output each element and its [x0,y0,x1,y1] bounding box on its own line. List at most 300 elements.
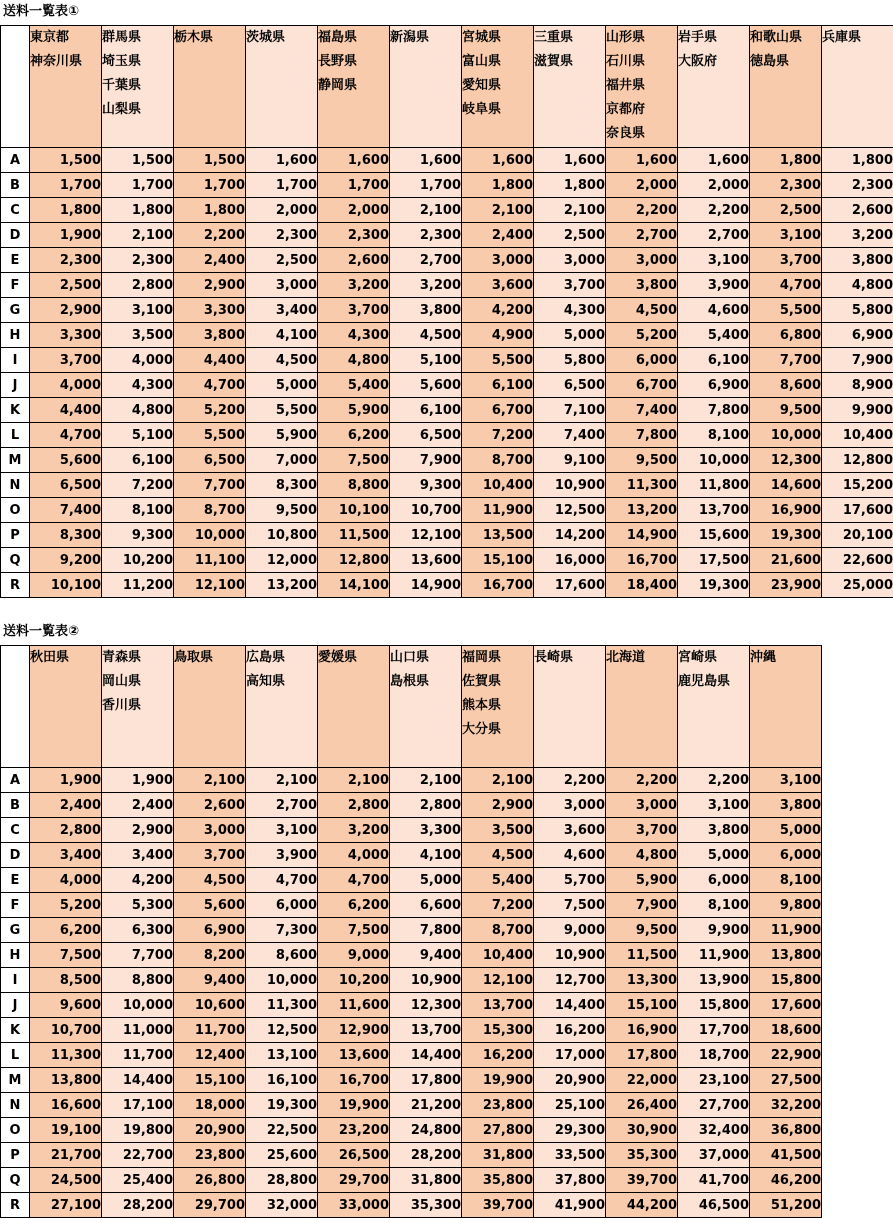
rate-cell: 8,200 [174,943,246,968]
rate-cell: 11,500 [318,523,390,548]
header-row [1,26,893,148]
table-row [1,273,893,298]
rate-cell: 5,900 [318,398,390,423]
rate-cell: 6,700 [462,398,534,423]
rate-cell: 6,200 [30,918,102,943]
rate-cell: 1,800 [534,173,606,198]
rate-cell: 4,000 [102,348,174,373]
rate-cell: 33,500 [534,1143,606,1168]
rate-cell: 25,600 [246,1143,318,1168]
rate-cell: 3,300 [30,323,102,348]
rate-cell: 15,300 [462,1018,534,1043]
rate-cell: 2,000 [246,198,318,223]
rate-cell: 15,800 [678,993,750,1018]
rate-cell: 4,000 [318,843,390,868]
rate-cell: 7,500 [534,893,606,918]
rate-cell: 17,600 [822,498,893,523]
rate-cell: 13,700 [390,1018,462,1043]
rate-cell: 10,100 [318,498,390,523]
rate-cell: 17,700 [678,1018,750,1043]
size-label: R [1,573,30,598]
rate-cell: 3,800 [750,793,822,818]
rate-cell: 6,600 [390,893,462,918]
rate-cell: 18,000 [174,1093,246,1118]
prefecture-name: 秋田県 [30,646,101,670]
rate-cell: 44,200 [606,1193,678,1218]
rate-cell: 19,900 [462,1068,534,1093]
rate-cell: 26,800 [174,1168,246,1193]
rate-cell: 2,200 [606,198,678,223]
rate-cell: 28,800 [246,1168,318,1193]
rate-cell: 27,500 [750,1068,822,1093]
rate-cell: 2,800 [390,793,462,818]
size-label: P [1,1143,30,1168]
prefecture-name: 広島県 [246,646,317,670]
table-row [1,918,822,943]
rate-cell: 2,200 [678,198,750,223]
rate-cell: 3,700 [534,273,606,298]
rate-cell: 19,300 [750,523,822,548]
rate-cell: 9,500 [606,448,678,473]
rate-cell: 2,400 [30,793,102,818]
rate-cell: 5,900 [606,868,678,893]
size-label: L [1,423,30,448]
rate-cell: 41,500 [750,1143,822,1168]
size-label: F [1,273,30,298]
rate-cell: 2,100 [534,198,606,223]
prefecture-name: 長野県 [318,50,389,74]
size-label: F [1,893,30,918]
table-row [1,298,893,323]
rate-cell: 35,300 [390,1193,462,1218]
rate-cell: 8,600 [246,943,318,968]
rate-cell: 4,600 [534,843,606,868]
rate-cell: 13,500 [462,523,534,548]
rate-cell: 1,800 [30,198,102,223]
rate-cell: 17,100 [102,1093,174,1118]
rate-cell: 31,800 [390,1168,462,1193]
rate-cell: 11,800 [678,473,750,498]
region-header [534,26,606,148]
rate-cell: 2,400 [462,223,534,248]
size-label: K [1,1018,30,1043]
rate-cell: 11,900 [462,498,534,523]
header-row [1,646,822,768]
region-header [462,646,534,768]
table-row [1,223,893,248]
table-row [1,198,893,223]
prefecture-name: 千葉県 [102,74,173,98]
prefecture-name: 滋賀県 [534,50,605,74]
rate-cell: 13,200 [606,498,678,523]
rate-cell: 11,900 [678,943,750,968]
rate-cell: 4,300 [318,323,390,348]
rate-cell: 17,800 [390,1068,462,1093]
rate-cell: 19,800 [102,1118,174,1143]
prefecture-name: 静岡県 [318,74,389,98]
rate-cell: 14,200 [534,523,606,548]
prefecture-name: 福島県 [318,26,389,50]
prefecture-name: 富山県 [462,50,533,74]
table-row [1,1068,822,1093]
rate-cell: 19,300 [246,1093,318,1118]
rate-cell: 4,500 [246,348,318,373]
rate-cell: 7,200 [462,893,534,918]
rate-cell: 1,800 [174,198,246,223]
rate-cell: 8,700 [174,498,246,523]
rate-cell: 5,800 [534,348,606,373]
rate-cell: 10,000 [750,423,822,448]
rate-cell: 1,500 [102,148,174,173]
rate-cell: 5,500 [246,398,318,423]
rate-cell: 2,200 [534,768,606,793]
prefecture-name: 山形県 [606,26,677,50]
rate-cell: 27,800 [462,1118,534,1143]
rate-cell: 2,300 [30,248,102,273]
prefecture-name: 山口県 [390,646,461,670]
rate-cell: 11,700 [102,1043,174,1068]
rate-cell: 6,300 [102,918,174,943]
rate-cell: 5,000 [246,373,318,398]
table-row [1,1168,822,1193]
rate-cell: 19,300 [678,573,750,598]
rate-cell: 3,100 [102,298,174,323]
rate-cell: 23,900 [750,573,822,598]
prefecture-name: 奈良県 [606,122,677,146]
rate-cell: 3,400 [246,298,318,323]
rate-cell: 13,700 [462,993,534,1018]
rate-cell: 8,700 [462,448,534,473]
rate-cell: 8,900 [822,373,893,398]
rate-cell: 3,900 [246,843,318,868]
size-label: G [1,918,30,943]
rate-cell: 3,300 [390,818,462,843]
table1-title: 送料一覧表① [3,1,79,23]
prefecture-name: 京都府 [606,98,677,122]
rate-cell: 3,700 [30,348,102,373]
rate-cell: 3,700 [606,818,678,843]
rate-cell: 1,500 [30,148,102,173]
size-label: L [1,1043,30,1068]
rate-cell: 2,900 [174,273,246,298]
rate-cell: 12,100 [390,523,462,548]
rate-cell: 10,900 [534,473,606,498]
table-row [1,893,822,918]
table-row [1,1193,822,1218]
rate-cell: 8,300 [30,523,102,548]
size-label: B [1,173,30,198]
rate-cell: 11,500 [606,943,678,968]
size-label: Q [1,1168,30,1193]
rate-cell: 23,100 [678,1068,750,1093]
rate-cell: 7,800 [390,918,462,943]
prefecture-name: 鹿児島県 [678,670,749,694]
prefecture-name: 兵庫県 [822,26,893,50]
rate-cell: 11,300 [606,473,678,498]
table-row [1,768,822,793]
region-header [390,646,462,768]
rate-cell: 12,100 [462,968,534,993]
rate-cell: 2,500 [750,198,822,223]
rate-cell: 27,100 [30,1193,102,1218]
rate-cell: 32,200 [750,1093,822,1118]
region-header [30,646,102,768]
rate-cell: 9,200 [30,548,102,573]
rate-cell: 12,800 [822,448,893,473]
rate-cell: 3,200 [822,223,893,248]
rate-cell: 8,700 [462,918,534,943]
rate-cell: 13,300 [606,968,678,993]
size-label: O [1,498,30,523]
table-row [1,323,893,348]
size-label: P [1,523,30,548]
rate-cell: 13,600 [390,548,462,573]
rate-cell: 3,000 [534,248,606,273]
rate-cell: 2,500 [246,248,318,273]
rate-cell: 3,400 [102,843,174,868]
table-row [1,1143,822,1168]
rate-cell: 2,200 [606,768,678,793]
rate-cell: 24,800 [390,1118,462,1143]
rate-cell: 3,400 [30,843,102,868]
rate-cell: 16,900 [750,498,822,523]
rate-cell: 6,000 [678,868,750,893]
rate-cell: 9,900 [678,918,750,943]
rate-cell: 2,900 [462,793,534,818]
region-header [318,26,390,148]
table-row [1,423,893,448]
prefecture-name: 高知県 [246,670,317,694]
rate-cell: 6,100 [678,348,750,373]
size-label: B [1,793,30,818]
size-label: D [1,843,30,868]
rate-cell: 7,900 [822,348,893,373]
rate-cell: 32,000 [246,1193,318,1218]
prefecture-name: 栃木県 [174,26,245,50]
rate-cell: 6,900 [678,373,750,398]
rate-cell: 4,300 [102,373,174,398]
table2-title: 送料一覧表② [3,621,79,643]
rate-cell: 11,300 [30,1043,102,1068]
rate-cell: 16,600 [30,1093,102,1118]
rate-cell: 11,700 [174,1018,246,1043]
rate-cell: 7,900 [390,448,462,473]
rate-cell: 6,500 [390,423,462,448]
rate-cell: 39,700 [606,1168,678,1193]
rate-cell: 41,700 [678,1168,750,1193]
rate-cell: 22,700 [102,1143,174,1168]
size-label: M [1,1068,30,1093]
table-row [1,348,893,373]
rate-cell: 10,200 [102,548,174,573]
rate-cell: 32,400 [678,1118,750,1143]
rate-cell: 2,100 [246,768,318,793]
rate-cell: 7,400 [606,398,678,423]
size-label: J [1,993,30,1018]
size-label: C [1,818,30,843]
rate-cell: 6,100 [462,373,534,398]
rate-cell: 5,000 [678,843,750,868]
rate-cell: 3,600 [462,273,534,298]
rate-cell: 1,800 [822,148,893,173]
rate-cell: 2,900 [30,298,102,323]
rate-cell: 9,500 [246,498,318,523]
rate-cell: 5,200 [174,398,246,423]
rate-cell: 20,900 [174,1118,246,1143]
rate-cell: 2,200 [174,223,246,248]
table-row [1,843,822,868]
rate-cell: 2,100 [102,223,174,248]
rate-cell: 29,300 [534,1118,606,1143]
rate-cell: 6,000 [606,348,678,373]
rate-cell: 1,700 [30,173,102,198]
rate-cell: 9,600 [30,993,102,1018]
rate-cell: 2,800 [30,818,102,843]
rate-cell: 15,800 [750,968,822,993]
prefecture-name: 大阪府 [678,50,749,74]
rate-cell: 10,800 [246,523,318,548]
rate-cell: 4,600 [678,298,750,323]
rate-cell: 4,500 [174,868,246,893]
size-label: N [1,1093,30,1118]
rate-cell: 1,800 [462,173,534,198]
rate-cell: 10,100 [30,573,102,598]
region-header [822,26,893,148]
table-row [1,818,822,843]
rate-cell: 3,600 [534,818,606,843]
rate-cell: 26,500 [318,1143,390,1168]
region-header [462,26,534,148]
prefecture-name: 福岡県 [462,646,533,670]
rate-cell: 6,100 [390,398,462,423]
rate-cell: 6,500 [30,473,102,498]
rate-cell: 5,400 [678,323,750,348]
rate-cell: 5,100 [102,423,174,448]
rate-cell: 33,000 [318,1193,390,1218]
rate-cell: 2,100 [462,768,534,793]
rate-cell: 6,100 [102,448,174,473]
rate-cell: 3,200 [318,818,390,843]
rate-cell: 13,900 [678,968,750,993]
rate-cell: 5,400 [462,868,534,893]
rate-cell: 6,900 [174,918,246,943]
rate-cell: 46,500 [678,1193,750,1218]
rate-cell: 9,500 [750,398,822,423]
rate-cell: 1,800 [102,198,174,223]
rate-cell: 2,400 [102,793,174,818]
size-label: N [1,473,30,498]
size-label: I [1,968,30,993]
table-row [1,993,822,1018]
rate-cell: 2,700 [246,793,318,818]
rate-cell: 6,000 [750,843,822,868]
rate-cell: 3,000 [534,793,606,818]
rate-cell: 13,700 [678,498,750,523]
rate-cell: 7,200 [102,473,174,498]
rate-cell: 14,100 [318,573,390,598]
rate-cell: 10,000 [678,448,750,473]
rate-cell: 2,700 [678,223,750,248]
region-header [102,646,174,768]
prefecture-name: 和歌山県 [750,26,821,50]
rate-cell: 2,000 [318,198,390,223]
rate-cell: 1,900 [30,223,102,248]
prefecture-name: 香川県 [102,694,173,718]
prefecture-name: 北海道 [606,646,677,670]
prefecture-name: 神奈川県 [30,50,101,74]
rate-cell: 17,000 [534,1043,606,1068]
rate-cell: 29,700 [318,1168,390,1193]
rate-cell: 5,500 [174,423,246,448]
rate-cell: 16,000 [534,548,606,573]
rate-cell: 2,000 [678,173,750,198]
region-header [750,646,822,768]
rate-cell: 6,700 [606,373,678,398]
rate-cell: 3,700 [750,248,822,273]
prefecture-name: 山梨県 [102,98,173,122]
prefecture-name: 石川県 [606,50,677,74]
rate-cell: 9,400 [174,968,246,993]
rate-cell: 7,500 [318,448,390,473]
table-row [1,868,822,893]
table-row [1,473,893,498]
rate-cell: 2,300 [318,223,390,248]
rate-cell: 13,800 [30,1068,102,1093]
rate-cell: 7,800 [606,423,678,448]
size-label: J [1,373,30,398]
prefecture-name: 茨城県 [246,26,317,50]
table-row [1,573,893,598]
rate-cell: 27,700 [678,1093,750,1118]
rate-cell: 10,400 [462,943,534,968]
rate-cell: 12,900 [318,1018,390,1043]
rate-cell: 21,600 [750,548,822,573]
rate-cell: 2,500 [534,223,606,248]
rate-cell: 8,100 [678,423,750,448]
prefecture-name: 愛媛県 [318,646,389,670]
region-header [390,26,462,148]
rate-cell: 3,100 [246,818,318,843]
table-row [1,498,893,523]
rate-cell: 7,400 [30,498,102,523]
prefecture-name: 宮城県 [462,26,533,50]
rate-cell: 37,800 [534,1168,606,1193]
rate-cell: 16,700 [462,573,534,598]
rate-cell: 7,700 [174,473,246,498]
rate-cell: 22,500 [246,1118,318,1143]
rate-cell: 1,900 [30,768,102,793]
rate-cell: 16,700 [606,548,678,573]
rate-cell: 1,500 [174,148,246,173]
rate-cell: 13,800 [750,943,822,968]
rate-cell: 14,600 [750,473,822,498]
rate-cell: 15,100 [462,548,534,573]
rate-cell: 12,800 [318,548,390,573]
rate-cell: 4,700 [750,273,822,298]
rate-cell: 2,700 [390,248,462,273]
table-row [1,1118,822,1143]
rate-cell: 6,800 [750,323,822,348]
rate-cell: 16,200 [534,1018,606,1043]
rate-cell: 3,800 [606,273,678,298]
rate-cell: 3,800 [174,323,246,348]
rate-cell: 10,400 [462,473,534,498]
rate-cell: 4,500 [462,843,534,868]
rate-cell: 16,900 [606,1018,678,1043]
rate-cell: 9,800 [750,893,822,918]
size-label: K [1,398,30,423]
region-header [678,26,750,148]
